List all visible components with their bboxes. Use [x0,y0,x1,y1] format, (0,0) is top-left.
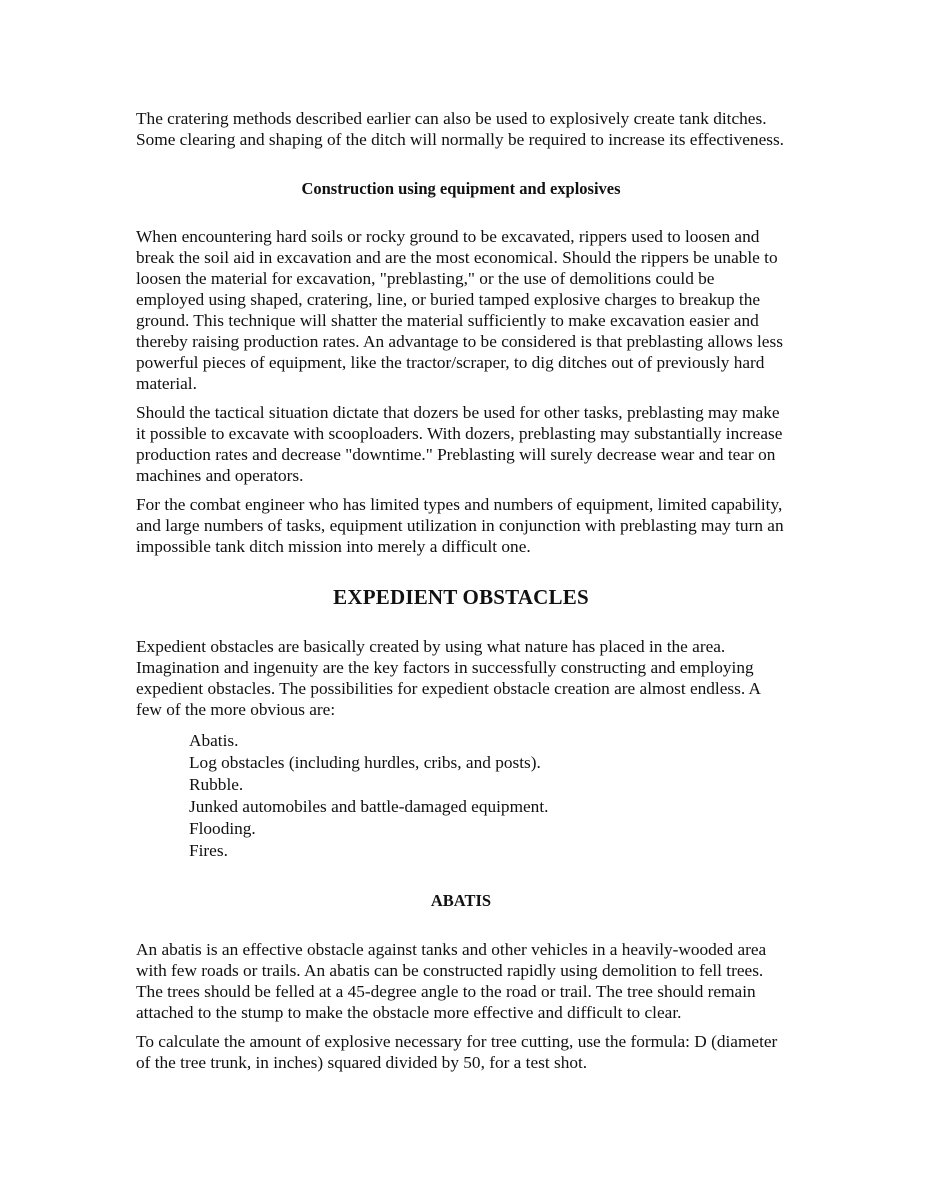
list-item: Flooding. [189,819,256,838]
abatis-paragraph-1: An abatis is an effective obstacle against tanks and other vehicles in a heavily-wooded area with few roads or trails. An abatis can be constructed rapidly using demolition to fell trees. The trees should be felled at a 45-degree angle to the road or trail. The tree should remain attached to the stump to make the obstacle more effective and difficult to clear. [136,940,767,1022]
list-item: Abatis. [189,731,239,750]
expedient-obstacles-heading: EXPEDIENT OBSTACLES [333,585,589,609]
abatis-heading: ABATIS [430,891,492,910]
expedient-obstacle-list [136,730,786,862]
construction-heading: Construction using equipment and explosives [301,179,621,198]
expedient-paragraph: Expedient obstacles are basically created by using what nature has placed in the area. Imagination and ingenuity are the key factors in successfully constructing and employing expedient obstacles. The possibilities for expedient obstacle creation are almost endless. A few of the more obvious are: [136,637,761,719]
construction-paragraph-3: For the combat engineer who has limited types and numbers of equipment, limited capability, and large numbers of tasks, equipment utilization in conjunction with preblasting may turn an impossible tank ditch mission into merely a difficult one. [136,495,784,556]
intro-paragraph: The cratering methods described earlier can also be used to explosively create tank ditches. Some clearing and shaping of the ditch will normally be required to increase its effectiveness. [136,109,785,149]
list-item: Junked automobiles and battle-damaged equipment. [189,797,549,816]
list-item: Rubble. [189,775,244,794]
document-page [136,108,786,1073]
list-item: Fires. [189,841,228,860]
list-item: Log obstacles (including hurdles, cribs, and posts). [189,753,541,772]
construction-paragraph-1: When encountering hard soils or rocky ground to be excavated, rippers used to loosen and break the soil aid in excavation and are the most economical. Should the rippers be unable to loosen the material for excavation, "preblasting," or the use of demolitions could be employed using shaped, cratering, line, or buried tamped explosive charges to breakup the ground. This technique will shatter the material sufficiently to make excavation easier and thereby raising production rates. An advantage to be considered is that preblasting allows less powerful pieces of equipment, like the tractor/scraper, to dig ditches out of previously hard material. [136,227,783,393]
construction-paragraph-2: Should the tactical situation dictate that dozers be used for other tasks, preblasting may make it possible to excavate with scooploaders. With dozers, preblasting may substantially increase production rates and decrease "downtime." Preblasting will surely decrease wear and tear on machines and operators. [136,403,783,485]
abatis-paragraph-2: To calculate the amount of explosive necessary for tree cutting, use the formula: D (diameter of the tree trunk, in inches) squared divided by 50, for a test shot. [136,1032,778,1072]
